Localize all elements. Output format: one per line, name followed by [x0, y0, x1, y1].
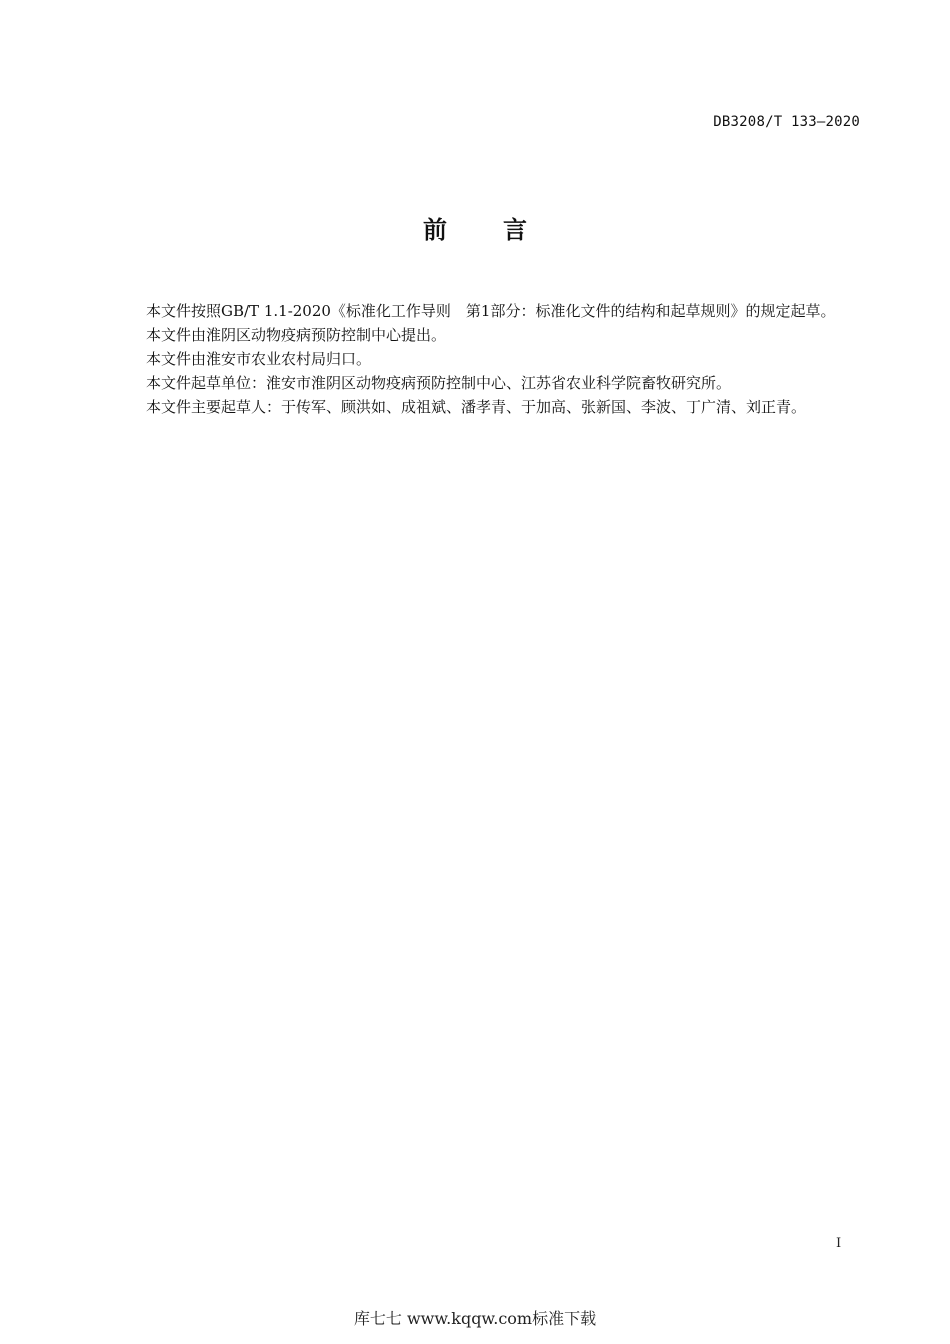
- site-watermark: 库七七 www.kqqw.com标准下载: [353, 1309, 597, 1328]
- paragraph-proposer: 本文件由淮阴区动物疫病预防控制中心提出。: [146, 326, 447, 344]
- paragraph-drafting-units: 本文件起草单位：淮安市淮阴区动物疫病预防控制中心、江苏省农业科学院畜牧研究所。: [146, 374, 732, 392]
- paragraph-drafters: 本文件主要起草人：于传军、顾洪如、成祖斌、潘孝青、于加高、张新国、李波、丁广清、刘正青。: [146, 398, 807, 416]
- paragraph-drafting-rules: 本文件按照GB/T 1.1-2020《标准化工作导则 第1部分：标准化文件的结构和起草规则》的规定起草。: [146, 302, 836, 320]
- foreword-body: [112, 299, 860, 419]
- page-number: I: [836, 1236, 842, 1251]
- title-char-2: 言: [503, 216, 527, 244]
- paragraph-centralized-unit: 本文件由淮安市农业农村局归口。: [146, 350, 372, 368]
- title-char-1: 前: [423, 216, 447, 244]
- page-title: [0, 210, 950, 245]
- document-code: DB3208/T 133—2020: [713, 114, 860, 130]
